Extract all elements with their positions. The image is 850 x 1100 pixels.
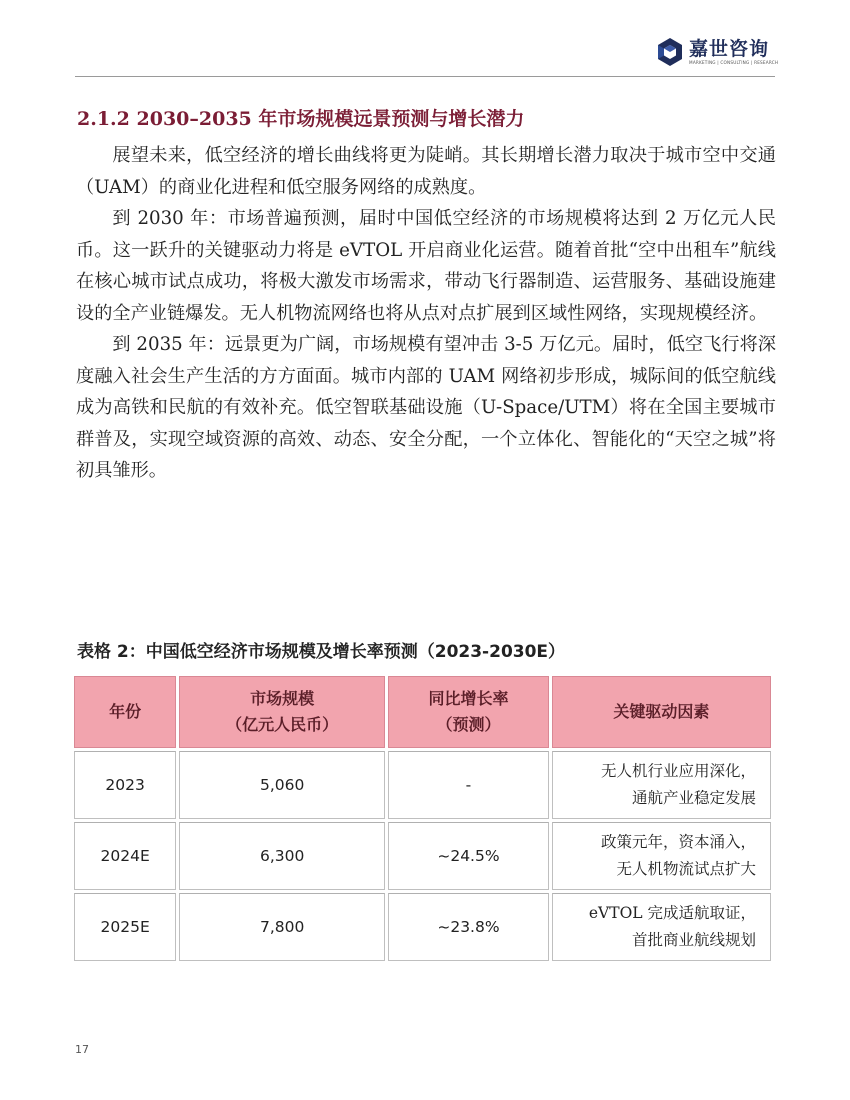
cell-drivers [552,751,771,819]
cell-market-size: 7,800 [179,893,385,961]
table-row [74,822,771,890]
cell-growth: ~24.5% [388,822,549,890]
header-year [74,676,176,748]
header-market-size-label: 市场规模 [250,689,315,708]
header-year-label: 年份 [109,702,142,721]
cell-market-size: 5,060 [179,751,385,819]
paragraph-1: 展望未来，低空经济的增长曲线将更为陡峭。其长期增长潜力取决于城市空中交通（UAM）的商业化进程和低空服务网络的成熟度。 [76,145,776,198]
header-drivers [552,676,771,748]
header-growth-note: （预测） [436,715,501,734]
driver-line: 首批商业航线规划 [631,931,756,949]
body-text [76,140,776,487]
page-header [75,30,779,77]
logo-tagline: MARKETING | CONSULTING | RESEARCH [689,60,779,65]
paragraph-3: 到 2035 年：远景更为广阔，市场规模有望冲击 3-5 万亿元。届时，低空飞行将深度融入社会生产生活的方方面面。城市内部的 UAM 网络初步形成，城际间的低空航线成为高铁和民航的有效补充。低空智联基础设施（U-Space/UTM）将在全国主要城市群普及，实现空域资源的高效、动态、安全分配，一个立体化、智能化的“天空之城”将初具雏形。 [76,334,776,481]
table-header-row [74,676,771,748]
cell-drivers [552,822,771,890]
cell-drivers [552,893,771,961]
section-title: 2.1.2 2030–2035 年市场规模远景预测与增长潜力 [77,108,525,130]
table-caption: 表格 2：中国低空经济市场规模及增长率预测（2023-2030E） [77,642,566,662]
page-number: 17 [75,1043,89,1056]
header-growth [388,676,549,748]
hexagon-cube-icon [655,36,685,68]
header-market-size [179,676,385,748]
driver-line: 政策元年，资本涌入， [600,833,756,851]
logo-name: 嘉世咨询 [689,38,770,60]
cell-year: 2024E [74,822,176,890]
table-row [74,751,771,819]
header-market-size-unit: （亿元人民币） [226,715,339,734]
paragraph-2: 到 2030 年：市场普遍预测，届时中国低空经济的市场规模将达到 2 万亿元人民币。这一跃升的关键驱动力将是 eVTOL 开启商业化运营。随着首批“空中出租车”航线在核心城市试点成功，将极大激发市场需求，带动飞行器制造、运营服务、基础设施建设的全产业链爆发。无人机物流网络也将从点对点扩展到区域性网络，实现规模经济。 [76,208,776,324]
cell-year: 2025E [74,893,176,961]
driver-line: 无人机物流试点扩大 [616,860,756,878]
table-row [74,893,771,961]
header-growth-label: 同比增长率 [428,689,509,708]
driver-line: 无人机行业应用深化， [600,762,756,780]
header-drivers-label: 关键驱动因素 [613,702,710,721]
forecast-table [71,673,774,964]
cell-growth: - [388,751,549,819]
driver-line: eVTOL 完成适航取证， [588,904,756,922]
driver-line: 通航产业稳定发展 [631,789,756,807]
cell-market-size: 6,300 [179,822,385,890]
company-logo [655,36,779,72]
cell-year: 2023 [74,751,176,819]
cell-growth: ~23.8% [388,893,549,961]
